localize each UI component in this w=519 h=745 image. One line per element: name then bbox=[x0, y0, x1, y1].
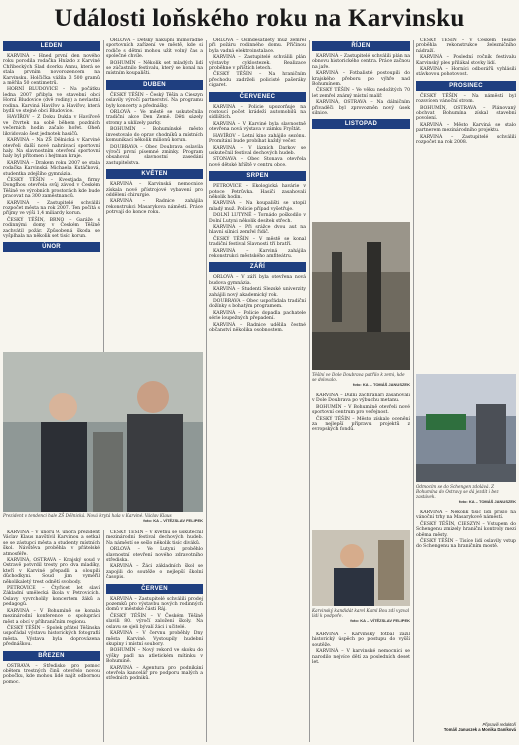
column-rule bbox=[103, 530, 104, 742]
article: ČESKÝ TĚŠÍN – Spolek přátel Těšínska uspořádal výstavu historických fotografií města. Výstava byla doprovázena přednáškou. bbox=[3, 625, 100, 648]
article: ORLOVÁ – Ve městě se uskutečnila tradiční akce Den Země. Děti sázely stromy a uklízely parky. bbox=[106, 110, 203, 126]
footer-prepared: Připravili redaktoři bbox=[482, 722, 516, 727]
month-header-listopad: LISTOPAD bbox=[312, 119, 410, 129]
photo-president-visit bbox=[3, 352, 203, 512]
month-header-cervenec: ČERVENEC bbox=[209, 92, 306, 102]
article: ORLOVÁ – Dětský nákupní mimořádně sportovních zařízení ve městě, kde si rodiče s dětmi mohou užít volný čas a společné chvíle. bbox=[106, 38, 203, 60]
article: KARVINÁ – V lázních Darkov se uskutečnil festival dechových hudeb. bbox=[209, 145, 306, 156]
column-rule bbox=[413, 40, 414, 742]
month-header-leden: LEDEN bbox=[3, 41, 100, 51]
article: KARVINÁ – Důlní záchranáři zasahovali v Dole Doubrava po výbuchu metanu. bbox=[312, 393, 410, 404]
photo-candidate-image bbox=[312, 530, 410, 606]
article: ČESKÝ TĚŠÍN – V městě se konal tradiční festival Slavnosti tří bratří. bbox=[209, 236, 306, 248]
article: HAVÍŘOV – Letní kino zahájilo sezónu. Promítání bude probíhat každý večer. bbox=[209, 133, 306, 145]
column-2-lower bbox=[106, 530, 203, 742]
article: ČESKÝ TĚŠÍN – Na náměstí byl rozsvícen vánoční strom. bbox=[416, 93, 516, 105]
article: BOHUMÍN – V Bohumíně otevřeli nové sportovní centrum pro veřejnost. bbox=[312, 404, 410, 416]
article: ČESKÝ TĚŠÍN – Tisíce lidí oslavily vstup do Schengenu na hraničním mostě. bbox=[416, 539, 516, 550]
article: STONAVA – Obec Stonava otevřela nové dětské hřiště v centru obce. bbox=[209, 157, 306, 168]
column-rule bbox=[103, 40, 104, 352]
article: DOUBRAVA – Obec uspořádala tradiční dožínky s bohatým programem. bbox=[209, 299, 306, 310]
column-2 bbox=[106, 38, 203, 360]
article: KARVINÁ – V únoru 9. února prezident Václav Klaus navštívil Karvinou a setkal se se zástupci města a studenty místních škol. Návštěva proběhla v přátelské atmosféře. bbox=[3, 530, 100, 557]
article: KARVINÁ, OSTRAVA – Krajský soud v Ostravě potvrdil tresty pro dva mladíky, kteří v Karviné přepadli a oloupili důchodkyni. Soud jim vyměřil několikaletý trest odnětí svobody. bbox=[3, 558, 100, 585]
article: BOHUMÍN – Několik set mladých lidí se zúčastnilo festivalu, který se konal na místním koupališti. bbox=[106, 60, 203, 77]
article: ČESKÝ TĚŠÍN – Kvestjada firmy Dongfhou otevřela svůj závod v Českém Těšíně ve výrobních prostorách kde bude pracovat na 300 zaměstnanců. bbox=[3, 177, 100, 200]
photo-caption: Odmocím se do Schengen zdolává. Z Bohumína do Ostravy se dá jezdit i bez zastávek. bbox=[416, 484, 499, 499]
article: KARVINÁ – V Bohumíně se konala mezinárodní konference o spolupráci měst a obcí v příhraničním regionu. bbox=[3, 608, 100, 625]
photo-credit: foto: KA – TOMÁŠ JANUSZEK bbox=[352, 382, 410, 387]
article: KARVINÁ – Hned první den nového roku porodila rodačka Hnízdo z Karviné Chřibeckých Slad dcerku Annu, která se stala prvním novorozencem na Karvinsku. Holčička vážila 3 500 gramů a měřila 50 centimetrů. bbox=[3, 54, 100, 87]
article: KARVINÁ – Radnice udělila čestné občanství několika osobnostem. bbox=[209, 322, 306, 334]
photo-credit: foto: KA – TOMÁŠ JANUSZEK bbox=[458, 499, 516, 504]
photo-mine-doubrava bbox=[312, 222, 410, 370]
page-headline: Události loňského roku na Karvinsku bbox=[54, 5, 465, 32]
photo-caption: Prezident v tendenci hale ZŠ Dělnická. Nová krytá hala v Karviné. Václav Klaus bbox=[3, 513, 172, 518]
article: ČESKÝ TĚŠÍN, CIESZYN – Vstupem do Schengenu zmizely hraniční kontroly mezi oběma městy. bbox=[416, 521, 516, 538]
article: KARVINÁ – Horníci odborářů vyhlásili stávkovou pohotovost. bbox=[416, 67, 516, 78]
article: ORLOVÁ – Ve Lutyni proběhlo slavnostní otevření nového zdravotního střediska. bbox=[106, 547, 203, 564]
month-header-prosinec: PROSINEC bbox=[416, 81, 516, 91]
article: KARVINÁ – Drakem roku 2007 se stala rodačka Karvinská Michaela Kutáčková, studentka zdejšího gymnázia. bbox=[3, 160, 100, 177]
month-header-brezen: BŘEZEN bbox=[3, 651, 100, 661]
article: KARVINÁ – Zastupitelé schválili rozpočet na rok 2008. bbox=[416, 134, 516, 146]
article: KARVINÁ – Policie upozorňuje na rostoucí počet krádeží automobilů na sídlištích. bbox=[209, 104, 306, 121]
photo-credit: foto: KA – VÍTĚZSLAV FELIPEK bbox=[143, 518, 203, 523]
article: ČESKÝ TĚŠÍN – Ve věku nedožitých 70 let zemřel známý místní malíř. bbox=[312, 88, 410, 99]
article: ČESKÝ TĚŠÍN – V květnu se uskutečnil mezinárodní festival dechových hudeb. Na náměstí se sešlo několik tisíc diváků. bbox=[106, 530, 203, 546]
article: KARVINÁ – Poslední ročník festivalu Karvinský ples přilákal stovky lidí. bbox=[416, 55, 516, 66]
article: KARVINÁ – Karviná zahájila rekonstrukci městského amfiteátru. bbox=[209, 248, 306, 259]
article: KARVINÁ – Město Karviná se stalo partnerem mezinárodního projektu. bbox=[416, 122, 516, 134]
article: KARVINÁ – Při srážce dvou aut na hlavní silnici zemřel řidič. bbox=[209, 224, 306, 236]
month-header-srpen: SRPEN bbox=[209, 171, 306, 181]
month-header-rijen: ŘÍJEN bbox=[312, 41, 410, 51]
photo-candidate bbox=[312, 530, 410, 606]
article: KARVINÁ – V Karviné byla slavnostně otevřena nová výstava v zámku Fryštát. bbox=[209, 121, 306, 133]
photo-president-caption-block bbox=[3, 513, 203, 523]
article: BOHUMÍN – Nový rekord ve skoku do výšky padl na atletickém mítinku v Bohumíně. bbox=[106, 648, 203, 665]
photo-credit: foto: KA – VÍTĚZSLAV FELIPEK bbox=[350, 618, 410, 623]
month-header-duben: DUBEN bbox=[106, 80, 203, 90]
article: PETROVICE – Ekologická havárie v potoce Petrůvka. Hasiči zasahovali několik hodin. bbox=[209, 184, 306, 200]
photo-caption: Těšíní ve Dole Doubrava patřilo k zemi, kde se dolovalo. bbox=[312, 372, 405, 382]
article: KARVINÁ – Karvinská nemocnice získala nové přístrojové vybavení pro oddělení chirurgie. bbox=[106, 182, 203, 198]
photo-mine-image bbox=[312, 222, 410, 370]
article: KARVINÁ – Studenti Slezské univerzity zahájili nový akademický rok. bbox=[209, 287, 306, 298]
article: KARVINÁ, OSTRAVA – Na dálničním přivaděči byl zprovozněn nový úsek silnice. bbox=[312, 100, 410, 117]
column-4-mid bbox=[312, 393, 410, 528]
article: KARVINÁ – Zastupitelé schválili plán na obnovu historického centra. Práce začnou na jaře. bbox=[312, 54, 410, 70]
photo-caption: Karvinský kandidát karel Kaml Bou zdí vyzval lidi k podpoře. bbox=[312, 608, 410, 618]
article: OSTRAVA – Středisko pro pomoc obětem trestných činů otevřelo novou pobočku, kde mohou lidé najít odbornou pomoc. bbox=[3, 663, 100, 685]
article: KARVINÁ – Policie dopadla pachatele série loupežných přepadení. bbox=[209, 310, 306, 322]
photo-candidate-caption-block bbox=[312, 608, 410, 623]
article: DOUBRAVA – Obec Doubrava oslavila výročí první písemné zmínky. Program obsahoval slavnostní zasedání zastupitelstva. bbox=[106, 144, 203, 166]
column-3 bbox=[209, 38, 306, 742]
article: ČESKÝ TĚŠÍN – V Českém Těšíně proběhla rekonstrukce železničního nádraží. bbox=[416, 38, 516, 54]
column-rule bbox=[309, 40, 310, 742]
article: KARVINÁ – V karvinské nemocnici se narodilo nejvíce dětí za posledních deset let. bbox=[312, 649, 410, 666]
article: BOHUMÍN, OSTRAVA – Plánovaný obchvat Bohumína získal stavební povolení. bbox=[416, 105, 516, 122]
article: KARVINÁ – Na ZŠ Dělnická v Karviné otevřeli další nové nahrávací sportovní haly. Na slavnostním otevření sportovní haly byl přítomen i hejtman kraje. bbox=[3, 138, 100, 160]
article: PETROVICE – Čtyřicet let slaví Základní umělecká škola v Petrovicích. Oslavy vyvrcholily koncertem žáků a pedagogů. bbox=[3, 586, 100, 608]
column-4-lower bbox=[312, 632, 410, 742]
article: ORLOVÁ – V září byla otevřena nová budova gymnázia. bbox=[209, 275, 306, 286]
photo-schengen-caption-block bbox=[416, 484, 516, 504]
article: KARVINÁ – V červnu proběhly Dny města Karviné. Vystoupily hudební skupiny i místní soubory. bbox=[106, 631, 203, 647]
article: HAVÍŘOV – Z Doku Dukla v Havířově ve čtvrtek na sobě během pozdních večerních hodin začalo hořet. Oheň likvidovalo šest jednotek hasičů. bbox=[3, 115, 100, 137]
article: KARVINÁ – Karvinský fotbal zažil historický úspěch po postupu do vyšší soutěže. bbox=[312, 632, 410, 648]
article: KARVINÁ – Radnice zahájila rekonstrukci Masarykova náměstí. Práce potrvají do konce roku. bbox=[106, 199, 203, 216]
photo-mine-caption-block bbox=[312, 372, 410, 387]
article: ORLOVÁ – Osmdesátiletý muž zemřel při požáru rodinného domu. Příčinou byla vadná elektroinstalace. bbox=[209, 38, 306, 54]
article: KARVINÁ – Na koupališti se utopil mladý muž. Policie případ vyšetřuje. bbox=[209, 201, 306, 212]
month-header-zari: ZÁŘÍ bbox=[209, 262, 306, 272]
article: KARVINÁ – Zastupitelé schválili prodej pozemků pro výstavbu nových rodinných domů v městské části Ráj. bbox=[106, 596, 203, 613]
article: ČESKÝ TĚŠÍN – Město získalo ocenění za nejlepší přípravu projektů z evropských fondů. bbox=[312, 416, 410, 433]
article: ČESKÝ TĚŠÍN, BRNO – Garáže s rodinnými domy v Českém Těšíně zachvátil požár. Způsobená škoda se vyšplhala na několik set tisíc korun. bbox=[3, 217, 100, 239]
month-header-cerven: ČERVEN bbox=[106, 584, 203, 594]
article: HORNÍ BLUDOVICE – Na počátku ledna 2007 přibyla ve stavební obci Horní Bludovice (dvě rodiny) a nevlastní rodina. Karviná Havířov a Havířov, která bydlí ve stejné obci Bludovice. bbox=[3, 87, 100, 115]
month-header-unor: ÚNOR bbox=[3, 242, 100, 252]
article: ČESKÝ TĚŠÍN – Český Těšín a Cieszyn oslavily výročí partnerství. Na programu byly koncerty a přednášky. bbox=[106, 92, 203, 109]
article: ČESKÝ TĚŠÍN – V Českém Těšíně slavili 80. výročí založení školy. Na oslavu se sjeli bývalí žáci i učitelé. bbox=[106, 613, 203, 630]
article: KARVINÁ – Několik tisíc lidí přišlo na vánoční trhy na Masarykově náměstí. bbox=[416, 510, 516, 521]
article: KARVINÁ – Zastupitelé schválili rozpočet města na rok 2007. Ten počítá s příjmy ve výši 1,4 miliardy korun. bbox=[3, 200, 100, 217]
month-header-kveten: KVĚTEN bbox=[106, 169, 203, 179]
photo-schengen bbox=[416, 374, 516, 482]
column-1-lower bbox=[3, 530, 100, 742]
footer-names: Tomáš Januszek a Monika Daníková bbox=[443, 727, 516, 732]
article: KARVINÁ – Agentura pro podnikání otevřela kancelář pro podporu malých a středních podniků. bbox=[106, 665, 203, 682]
photo-schengen-image bbox=[416, 374, 516, 482]
column-5 bbox=[416, 38, 516, 368]
column-5-lower bbox=[416, 510, 516, 718]
article: KARVINÁ – Fotbalisté postoupili do krajského přeboru po výhře nad Bohumínem. bbox=[312, 71, 410, 88]
article: ČESKÝ TĚŠÍN – Na hraničním přechodu zadrželi policisté pašeráky cigaret. bbox=[209, 72, 306, 89]
article: DOLNÍ LUTYNĚ – Tornádo poškodilo v Dolní Lutyni několik desítek střech. bbox=[209, 213, 306, 224]
article: KARVINÁ – Zastupitelé schválili plán výstavby cyklostezek. Realizace proběhne v příštích letech. bbox=[209, 55, 306, 72]
article: BOHUMÍN – Bohumínské město investovalo do oprav chodníků a místních komunikací několik milionů korun. bbox=[106, 127, 203, 144]
column-rule bbox=[206, 40, 207, 742]
photo-president-image bbox=[3, 352, 203, 512]
article: KARVINÁ – Žáci základních škol se zapojili do soutěže o nejlepší školní časopis. bbox=[106, 564, 203, 581]
footer-credit bbox=[416, 722, 516, 732]
